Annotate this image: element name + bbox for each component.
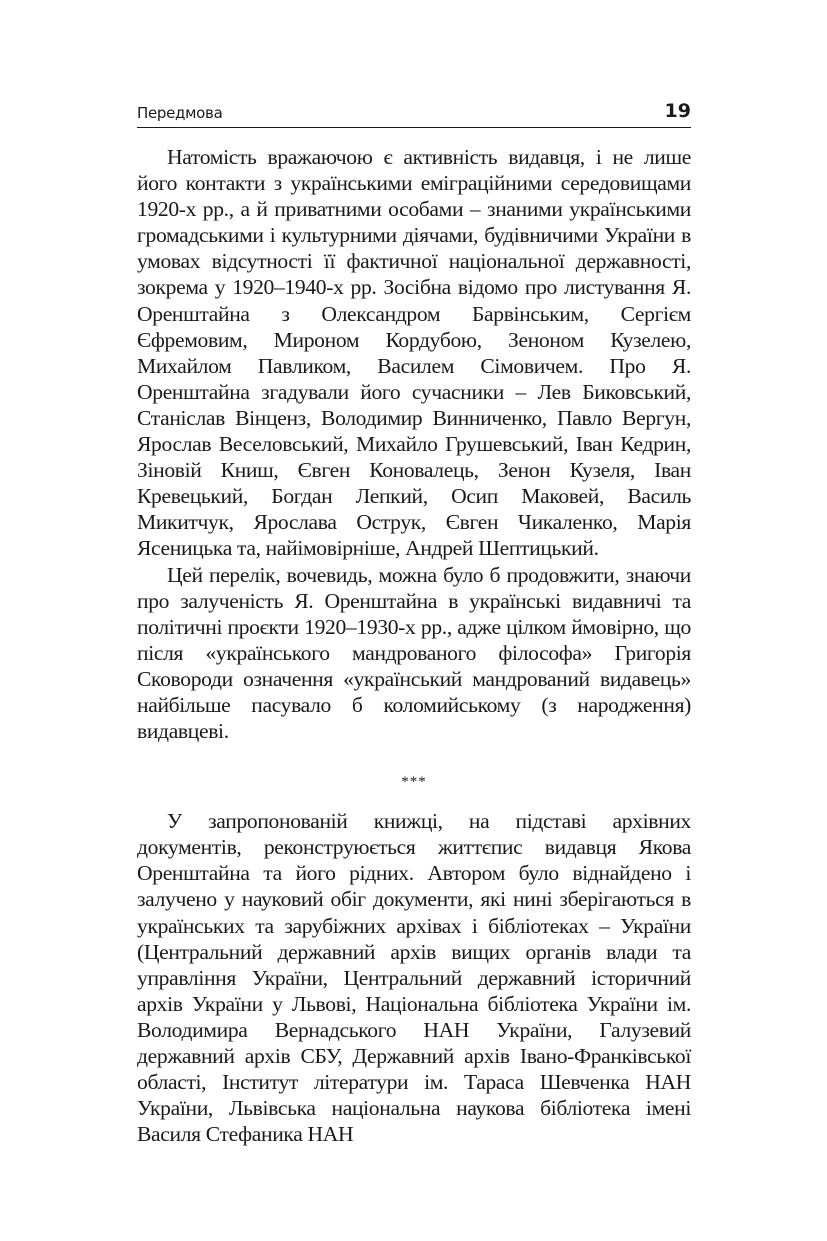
page-body [137,144,691,1147]
section-separator: *** [401,774,427,791]
paragraph-2: Цей перелік, вочевидь, можна було б продовжити, знаючи про залученість Я. Оренштайна в українські видавничі та політичні проєкти 1920–1930-х рр., адже цілком ймовірно, що після «українського мандрованого філософа» Григорія Сковороди означення «український мандрований видавець» найбільше пасувало б коломийському (з народження) видавцеві. [137,562,691,744]
running-header [137,100,691,128]
page-number: 19 [664,100,691,122]
section-title: Передмова [137,104,223,122]
paragraph-1: Натомість вражаючою є активність видавця, і не лише його контакти з українськими еміграційними середовищами 1920-х рр., а й приватними особами – знаними українськими громадськими і культурними діячами, будівничими України в умовах відсутності її фактичної національної державності, зокрема у 1920–1940-х рр. Зосібна відомо про листування Я. Оренштайна з Олександром Барвінським, Сергієм Єфремовим, Мироном Кордубою, Зеноном Кузелею, Михайлом Павликом, Василем Сімовичем. Про Я. Оренштайна згадували його сучасники – Лев Биковський, Станіслав Вінценз, Володимир Винниченко, Павло Вергун, Ярослав Веселовський, Михайло Грушевський, Іван Кедрин, Зіновій Книш, Євген Коновалець, Зенон Кузеля, Іван Кревецький, Богдан Лепкий, Осип Маковей, Василь Микитчук, Ярослава Острук, Євген Чикаленко, Марія Ясеницька та, найімовірніше, Андрей Шептицький. [137,145,691,561]
paragraph-3: У запропонованій книжці, на підставі архівних документів, реконструюється життєпис видавця Якова Оренштайна та його рідних. Автором було віднайдено і залучено у науковий обіг документи, які нині зберігаються в українських та зарубіжних архівах і бібліотеках – України (Центральний державний архів вищих органів влади та управління України, Центральний державний історичний архів України у Львові, Національна бібліотека України ім. Володимира Вернадського НАН України, Галузевий державний архів СБУ, Державний архів Івано-Франківської області, Інститут літератури ім. Тараса Шевченка НАН України, Львівська національна наукова бібліотека імені Василя Стефаника НАН [137,809,691,1147]
